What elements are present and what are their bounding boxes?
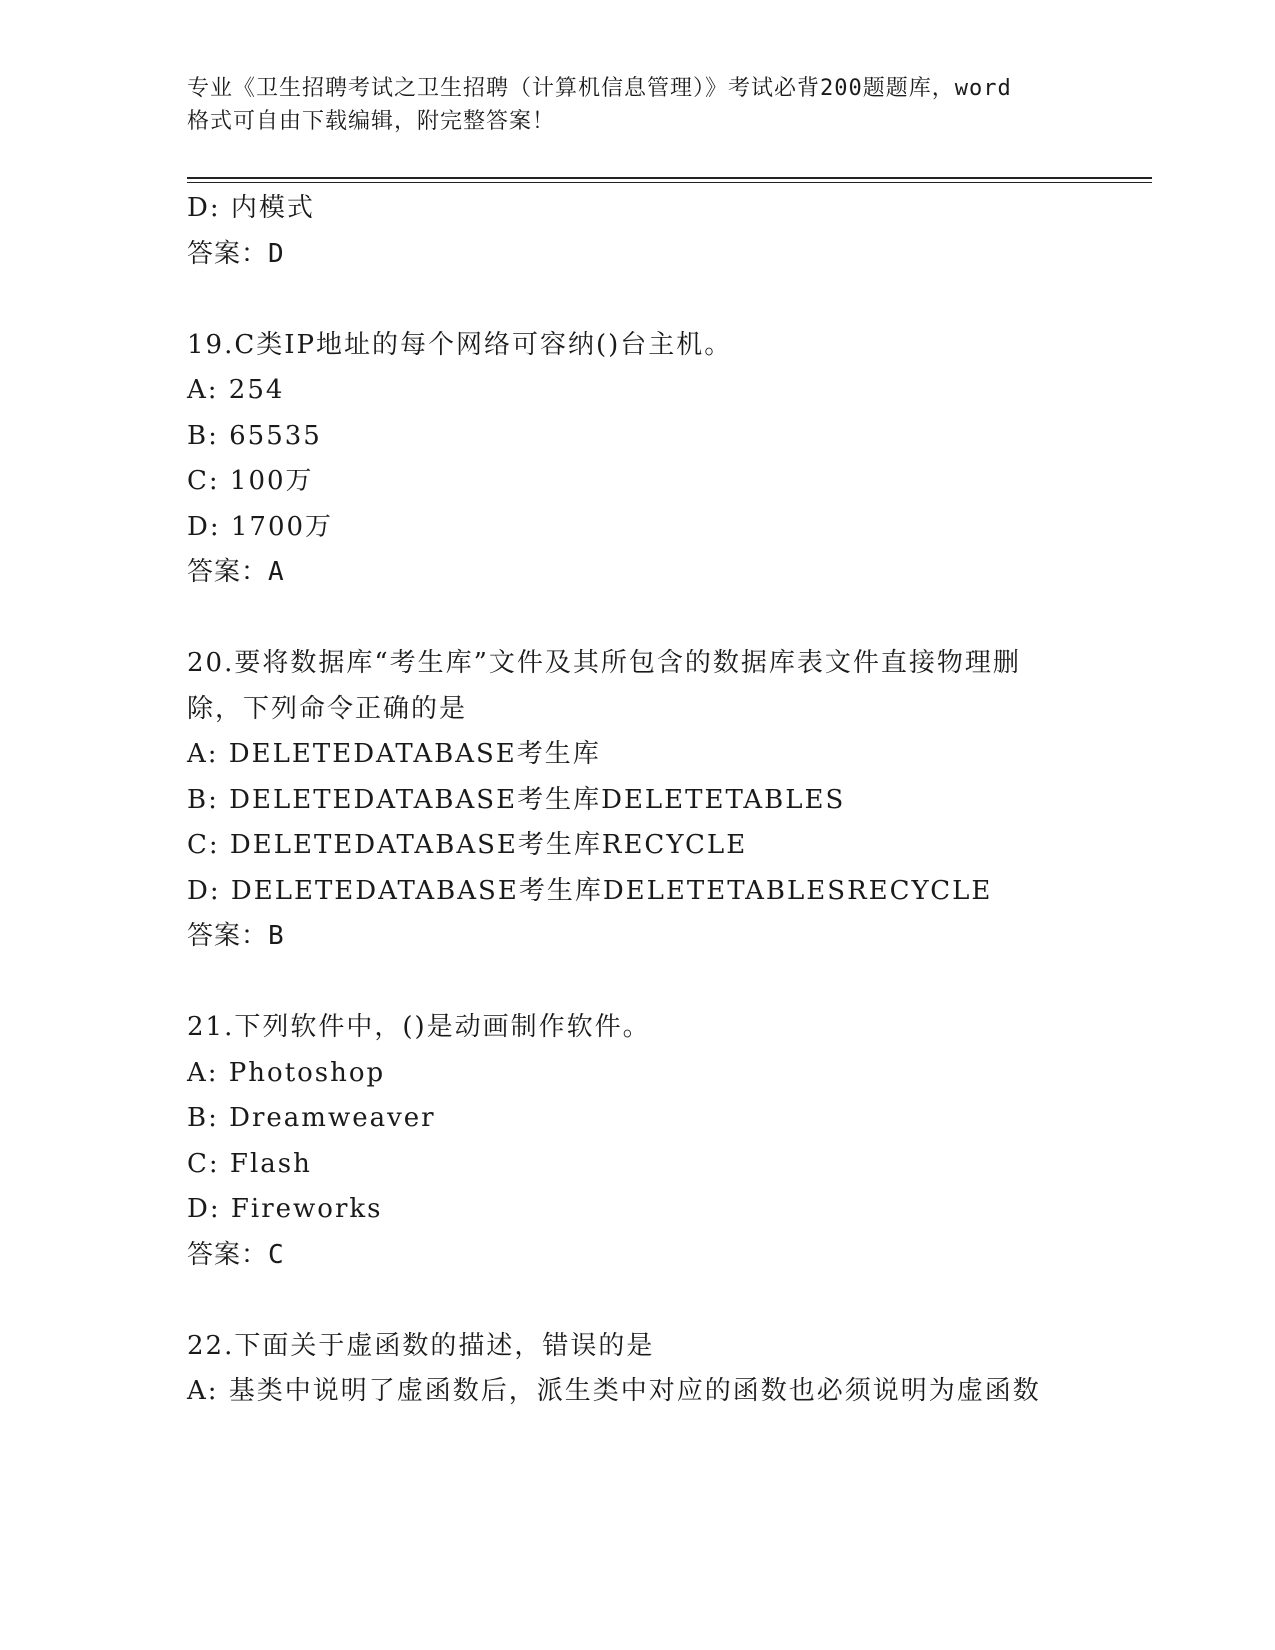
spacer — [187, 277, 1087, 323]
option-d: D: 内模式 — [187, 193, 315, 223]
header-divider-thin — [187, 182, 1152, 183]
spacer — [187, 1278, 1087, 1324]
header-line-2: 格式可自由下载编辑，附完整答案！ — [187, 109, 556, 134]
header-line-1: 专业《卫生招聘考试之卫生招聘（计算机信息管理）》考试必背200题题库，word — [187, 76, 1012, 101]
option-b: B: Dreamweaver — [187, 1103, 436, 1133]
option-a: A: Photoshop — [187, 1057, 386, 1088]
option-a: A: 基类中说明了虚函数后，派生类中对应的函数也必须说明为虚函数 — [187, 1376, 1041, 1406]
question-stem-line-2: 除，下列命令正确的是 — [187, 693, 468, 724]
option-d: D: Fireworks — [187, 1194, 383, 1224]
option-c: C: Flash — [187, 1148, 312, 1179]
option-a: A: DELETEDATABASE考生库 — [187, 739, 601, 769]
document-header — [187, 72, 1087, 138]
question-19 — [187, 323, 1087, 596]
question-stem-line-1: 20.要将数据库“考生库”文件及其所包含的数据库表文件直接物理删 — [187, 648, 1021, 678]
option-c: C: DELETEDATABASE考生库RECYCLE — [187, 830, 748, 860]
option-d: D: DELETEDATABASE考生库DELETETABLESRECYCLE — [187, 875, 993, 906]
option-a: A: 254 — [187, 375, 285, 405]
question-stem: 22.下面关于虚函数的描述，错误的是 — [187, 1330, 655, 1361]
question-22 — [187, 1324, 1087, 1415]
answer-line: 答案：A — [187, 557, 285, 587]
question-21 — [187, 1005, 1087, 1278]
document-body — [187, 186, 1087, 1415]
header-divider-thick — [187, 177, 1152, 179]
spacer — [187, 960, 1087, 1006]
question-stem: 21.下列软件中，()是动画制作软件。 — [187, 1012, 651, 1042]
question-20 — [187, 641, 1087, 960]
question-carryover — [187, 186, 1087, 277]
answer-line: 答案：D — [187, 238, 285, 269]
option-d: D: 1700万 — [187, 511, 334, 542]
option-c: C: 100万 — [187, 466, 314, 496]
answer-line: 答案：B — [187, 921, 285, 951]
option-b: B: DELETEDATABASE考生库DELETETABLES — [187, 784, 846, 815]
spacer — [187, 596, 1087, 642]
question-stem: 19.C类IP地址的每个网络可容纳()台主机。 — [187, 329, 733, 360]
option-b: B: 65535 — [187, 420, 322, 451]
answer-line: 答案：C — [187, 1239, 285, 1270]
